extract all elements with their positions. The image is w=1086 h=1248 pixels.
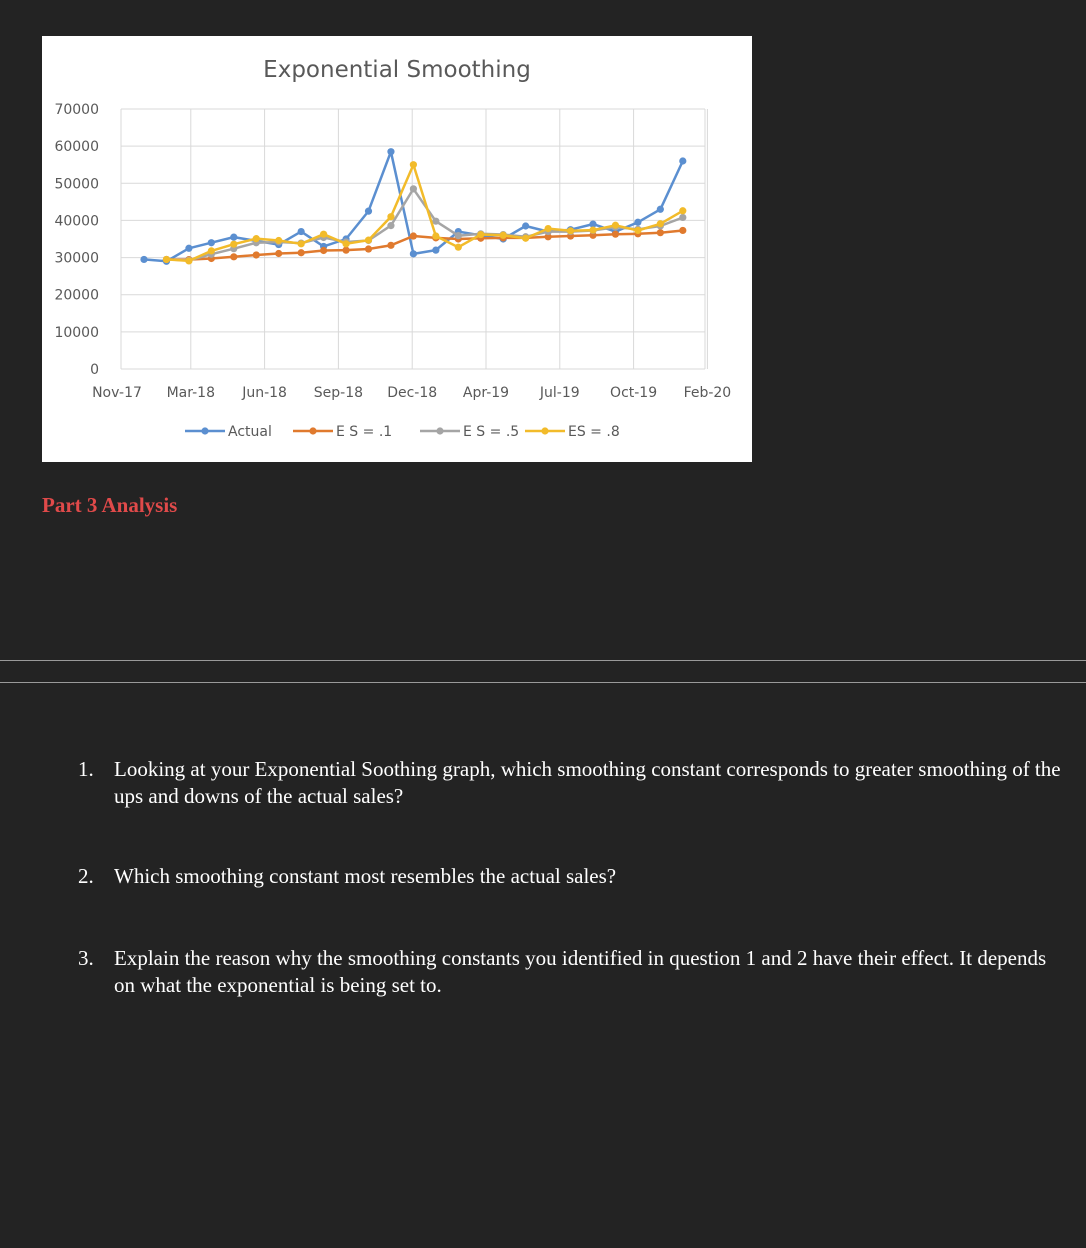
question-2-number: 2. — [78, 864, 94, 888]
question-2-text: Which smoothing constant most resembles the actual sales? — [114, 864, 617, 888]
x-tick-label-dec-18: Dec-18 — [387, 385, 438, 401]
point-es-8-9 — [342, 240, 349, 247]
point-es-8-4 — [230, 241, 237, 248]
point-actual-22 — [634, 219, 641, 226]
point-es-8-5 — [253, 235, 260, 242]
point-es-8-2 — [185, 257, 192, 264]
point-es-8-16 — [500, 232, 507, 239]
point-e-s-1-24 — [679, 227, 686, 234]
point-e-s-5-11 — [387, 222, 394, 229]
point-e-s-5-13 — [432, 218, 439, 225]
point-es-8-20 — [589, 226, 596, 233]
part-3-heading: Part 3 Analysis — [42, 493, 178, 517]
point-es-8-11 — [387, 213, 394, 220]
divider-bottom — [0, 682, 1086, 683]
point-es-8-13 — [432, 232, 439, 239]
x-tick-label-apr-19: Apr-19 — [462, 385, 510, 401]
x-tick-label-jun-18: Jun-18 — [242, 385, 287, 401]
point-es-8-21 — [612, 222, 619, 229]
point-actual-2 — [185, 245, 192, 252]
x-tick-label-oct-19: Oct-19 — [610, 385, 658, 401]
chart-title: Exponential Smoothing — [263, 57, 531, 83]
legend-label-es-8: ES = .8 — [568, 424, 620, 440]
point-e-s-1-6 — [275, 250, 282, 257]
question-3 — [78, 945, 1068, 999]
question-1-text: Looking at your Exponential Soothing graph, which smoothing constant corresponds to greater smoothing of the ups and downs of the actual sales? — [114, 757, 1061, 808]
y-tick-label-20000: 20000 — [54, 287, 99, 304]
y-tick-label-70000: 70000 — [54, 102, 99, 118]
x-tick-label-nov-17: Nov-17 — [92, 385, 142, 401]
point-e-s-5-14 — [455, 232, 462, 239]
legend-label-e-s-5: E S = .5 — [463, 424, 520, 440]
point-actual-7 — [298, 228, 305, 235]
point-es-8-19 — [567, 227, 574, 234]
point-es-8-17 — [522, 235, 529, 242]
point-es-8-18 — [545, 225, 552, 232]
point-actual-23 — [657, 206, 664, 213]
chart-panel — [42, 36, 752, 462]
y-tick-label-40000: 40000 — [54, 213, 99, 230]
point-es-8-24 — [679, 207, 686, 214]
point-e-s-1-4 — [230, 253, 237, 260]
x-tick-label-mar-18: Mar-18 — [166, 385, 215, 401]
point-e-s-1-21 — [612, 231, 619, 238]
point-actual-12 — [410, 250, 417, 257]
point-e-s-1-12 — [410, 232, 417, 239]
question-3-number: 3. — [78, 946, 94, 970]
point-es-8-15 — [477, 231, 484, 238]
legend-marker-actual — [201, 427, 208, 434]
point-actual-17 — [522, 222, 529, 229]
point-actual-10 — [365, 208, 372, 215]
point-actual-24 — [679, 157, 686, 164]
point-actual-3 — [208, 239, 215, 246]
point-es-8-3 — [208, 247, 215, 254]
point-e-s-1-10 — [365, 245, 372, 252]
legend-marker-e-s-1 — [309, 427, 316, 434]
point-e-s-1-9 — [342, 247, 349, 254]
point-es-8-22 — [634, 227, 641, 234]
point-es-8-6 — [275, 237, 282, 244]
point-actual-11 — [387, 148, 394, 155]
exponential-smoothing-chart — [42, 36, 752, 462]
point-actual-0 — [140, 256, 147, 263]
y-tick-label-50000: 50000 — [54, 176, 99, 193]
question-3-text: Explain the reason why the smoothing constants you identified in question 1 and 2 have their effect. It depends on what the exponential is being set to. — [114, 946, 1047, 997]
legend-marker-e-s-5 — [436, 427, 443, 434]
y-tick-label-30000: 30000 — [54, 250, 99, 267]
legend-label-e-s-1: E S = .1 — [336, 424, 393, 440]
point-e-s-5-12 — [410, 185, 417, 192]
point-actual-4 — [230, 234, 237, 241]
question-1 — [78, 756, 1068, 810]
point-e-s-1-11 — [387, 242, 394, 249]
x-tick-label-feb-20: Feb-20 — [683, 385, 732, 401]
divider-top — [0, 660, 1086, 661]
legend-marker-es-8 — [541, 427, 548, 434]
point-es-8-10 — [365, 237, 372, 244]
point-es-8-1 — [163, 256, 170, 263]
x-tick-label-jul-19: Jul-19 — [539, 385, 580, 401]
point-e-s-1-23 — [657, 229, 664, 236]
point-e-s-1-5 — [253, 251, 260, 258]
point-es-8-7 — [298, 240, 305, 247]
point-e-s-1-8 — [320, 247, 327, 254]
point-e-s-5-24 — [679, 214, 686, 221]
x-tick-label-sep-18: Sep-18 — [313, 385, 364, 401]
point-es-8-23 — [657, 220, 664, 227]
legend-label-actual: Actual — [228, 424, 272, 440]
y-tick-label-60000: 60000 — [54, 139, 99, 156]
point-es-8-12 — [410, 161, 417, 168]
question-1-number: 1. — [78, 757, 94, 781]
point-es-8-8 — [320, 231, 327, 238]
point-e-s-1-7 — [298, 249, 305, 256]
point-es-8-14 — [455, 244, 462, 251]
y-tick-label-0: 0 — [90, 362, 99, 378]
question-2 — [78, 863, 1068, 890]
point-actual-13 — [432, 247, 439, 254]
y-tick-label-10000: 10000 — [54, 324, 99, 341]
